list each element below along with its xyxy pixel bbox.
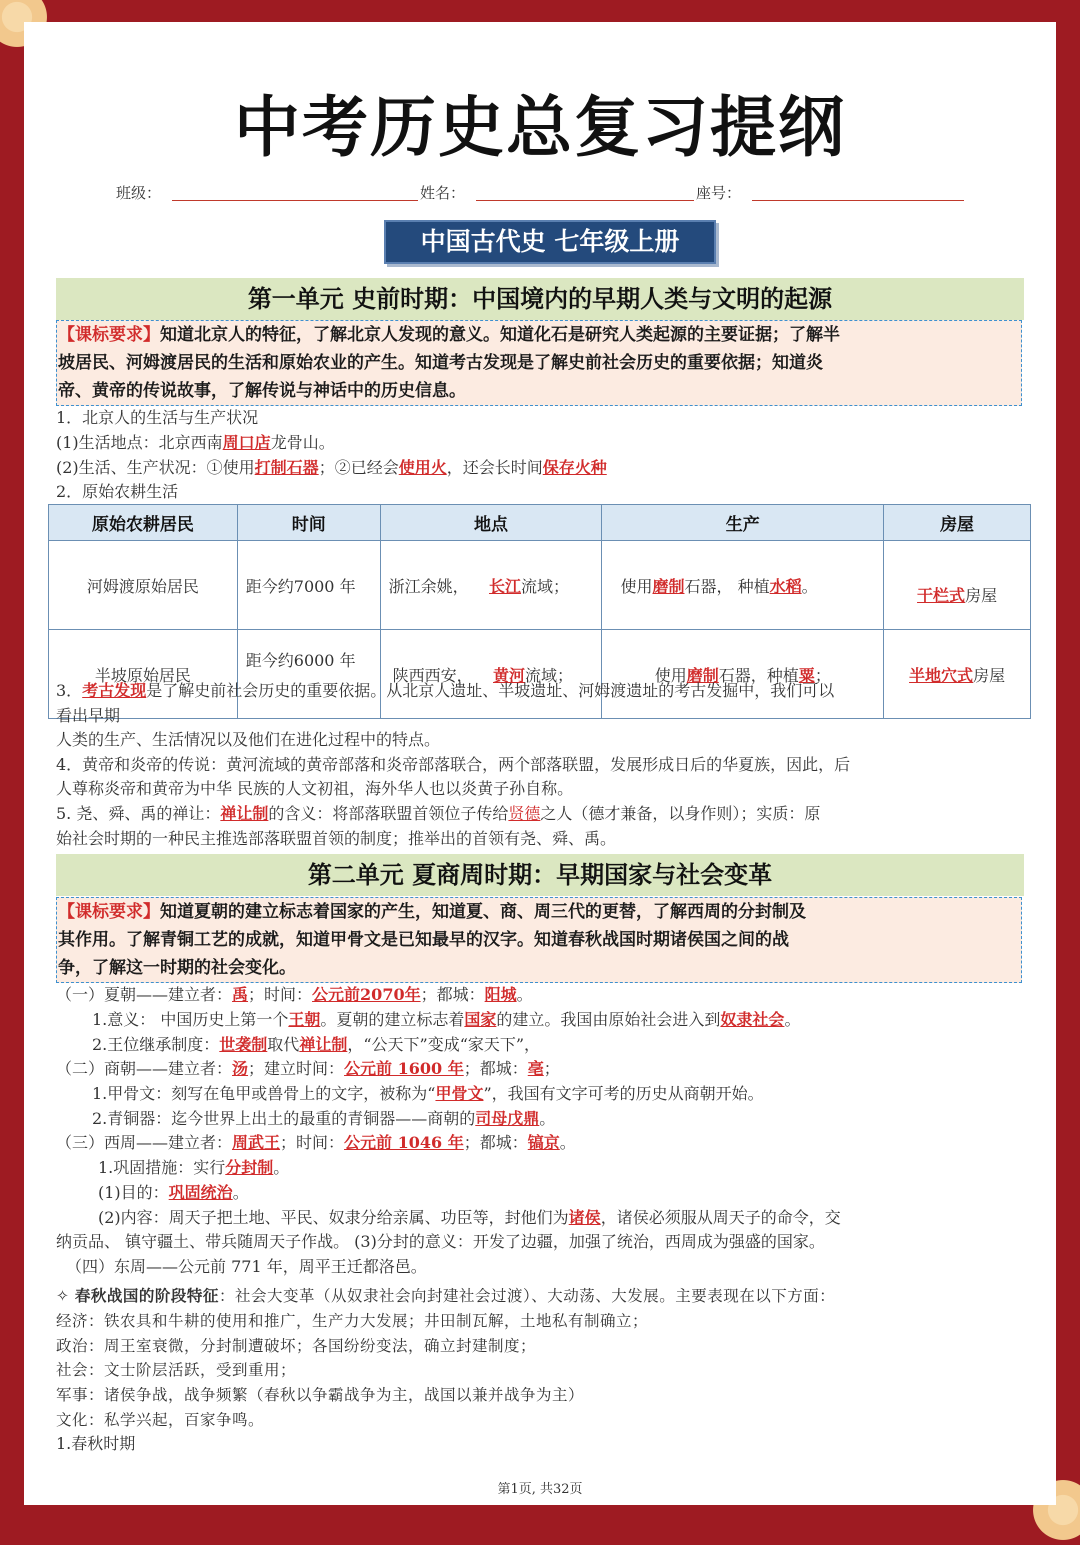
text-line: 1.甲骨文：刻写在龟甲或兽骨上的文字，被称为“甲骨文”，我国有文字可考的历史从商朝开始。	[92, 1084, 764, 1103]
table-header: 生产	[602, 505, 884, 541]
name-field[interactable]	[476, 200, 694, 201]
document-page	[24, 22, 1056, 1505]
table-cell: 距今约7000 年	[237, 541, 380, 630]
table-header-row	[49, 505, 1031, 541]
key-answer: 分封制	[225, 1158, 274, 1177]
unit-1-requirements	[56, 320, 1022, 406]
key-answer: 汤	[232, 1059, 249, 1078]
class-label: 班级：	[116, 184, 162, 202]
key-answer: 粟	[798, 665, 815, 685]
key-answer: 干栏式	[917, 585, 966, 605]
key-answer: 世袭制	[219, 1035, 268, 1054]
key-answer: 奴隶社会	[720, 1010, 785, 1029]
unit-2-title: 第二单元 夏商周时期：早期国家与社会变革	[56, 854, 1024, 896]
table-cell: 距今约6000 年	[237, 630, 380, 719]
requirement-tag: 【课标要求】	[58, 902, 160, 922]
key-answer: 贤德	[508, 804, 541, 823]
text-line: 军事：诸侯争战，战争频繁（春秋以争霸战争为主，战国以兼并战争为主）	[56, 1386, 585, 1404]
key-answer: 阳城	[484, 985, 517, 1004]
key-answer: 磨制	[652, 576, 685, 596]
text-line: (1)生活地点：北京西南周口店龙骨山。	[56, 433, 335, 452]
key-answer: 长江	[489, 576, 522, 596]
key-answer: 周口店	[222, 433, 271, 452]
key-answer: 诸侯	[568, 1208, 601, 1227]
text-line: 2．原始农耕生活	[56, 482, 179, 501]
text-line: 经济：铁农具和牛耕的使用和推广，生产力大发展；井田制瓦解，土地私有制确立；	[56, 1312, 649, 1330]
text-line: （三）西周——建立者：周武王；时间：公元前 1046 年；都城：镐京。	[56, 1133, 576, 1152]
requirement-line: 帝、黄帝的传说故事，了解传说与神话中的历史信息。	[58, 381, 466, 401]
text-line: ✧ 春秋战国的阶段特征：社会大变革（从奴隶社会向封建社会过渡）、大动荡、大发展。主要表现在以下方面：	[56, 1286, 836, 1305]
text-line: 人类的生产、生活情况以及他们在进化过程中的特点。	[56, 730, 441, 749]
text-line: （四）东周——公元前 771 年，周平王迁都洛邑。	[66, 1257, 427, 1276]
table-header: 房屋	[884, 505, 1031, 541]
text-line: 1.春秋时期	[56, 1434, 136, 1453]
key-answer: 黄河	[493, 665, 526, 685]
text-line: 人尊称炎帝和黄帝为中华 民族的人文初祖，海外华人也以炎黄子孙自称。	[56, 779, 574, 798]
diamond-icon: ✧	[56, 1287, 75, 1305]
page-title: 中考历史总复习提纲	[234, 89, 846, 166]
key-answer: 周武王	[232, 1133, 281, 1152]
requirement-line: 坡居民、河姆渡居民的生活和原始农业的产生。知道考古发现是了解史前社会历史的重要依据；知道炎	[58, 353, 823, 373]
key-answer: 司母戊鼎	[475, 1109, 540, 1128]
table-cell: 使用磨制石器，种植粟；	[602, 630, 884, 719]
text-line: 1.意义： 中国历史上第一个王朝。夏朝的建立标志着国家的建立。我国由原始社会进入到奴隶社会。	[92, 1010, 801, 1029]
requirement-line: 争，了解这一时期的社会变化。	[58, 958, 296, 978]
table-cell: 河姆渡原始居民	[49, 541, 238, 630]
key-answer: 打制石器	[254, 458, 319, 477]
key-answer: 镐京	[527, 1133, 560, 1152]
key-answer: 公元前2070年	[312, 985, 421, 1004]
table-header: 地点	[380, 505, 602, 541]
text-line: 5. 尧、舜、禹的禅让：禅让制的含义：将部落联盟首领位子传给贤德之人（德才兼备，以身作则）；实质：原	[56, 804, 821, 823]
key-answer: 巩固统治	[168, 1183, 233, 1202]
key-answer: 水稻	[769, 576, 802, 596]
text-line: (2)内容：周天子把土地、平民、奴隶分给亲属、功臣等，封他们为诸侯，诸侯必须服从周天子的命令，交	[98, 1208, 841, 1227]
key-answer: 禅让制	[299, 1035, 348, 1054]
requirement-line	[58, 898, 1020, 926]
text-line: 纳贡品、 镇守疆土、带兵随周天子作战。 (3)分封的意义：开发了边疆，加强了统治，西周成为强盛的国家。	[56, 1232, 825, 1251]
key-answer: 王朝	[288, 1010, 321, 1029]
text-line: 政治：周王室衰微，分封制遭破坏；各国纷纷变法，确立封建制度；	[56, 1337, 537, 1355]
key-answer: 亳	[527, 1059, 544, 1078]
text-line: (1)目的：巩固统治。	[98, 1183, 249, 1202]
seat-field[interactable]	[752, 200, 964, 201]
key-answer: 禹	[232, 985, 249, 1004]
requirement-line: 其作用。了解青铜工艺的成就，知道甲骨文是已知最早的汉字。知道春秋战国时期诸侯国之间的战	[58, 930, 789, 950]
seat-label: 座号：	[696, 184, 742, 202]
key-answer: 甲骨文	[435, 1084, 484, 1103]
table-row	[49, 541, 1031, 630]
section-banner: 中国古代史 七年级上册	[384, 220, 716, 264]
requirement-tag: 【课标要求】	[58, 325, 160, 345]
text-line: 1.巩固措施：实行分封制。	[98, 1158, 290, 1177]
page-footer: 第1页, 共32页	[497, 1482, 583, 1497]
text-line: (2)生活、生产状况：①使用打制石器；②已经会使用火，还会长时间保存火种	[56, 458, 607, 477]
text-line: 看出早期	[56, 706, 121, 725]
table-cell: 半坡原始居民	[49, 630, 238, 719]
key-answer: 公元前 1046 年	[344, 1133, 464, 1152]
table-cell: 陕西西安， 黄河流域；	[380, 630, 602, 719]
requirement-text: 知道北京人的特征，了解北京人发现的意义。知道化石是研究人类起源的主要证据；了解半	[160, 325, 840, 345]
requirement-line	[58, 321, 1020, 349]
key-answer: 保存火种	[542, 458, 607, 477]
unit-2-requirements	[56, 897, 1022, 983]
table-cell: 使用磨制石器， 种植水稻。	[602, 541, 884, 630]
key-answer: 使用火	[398, 458, 447, 477]
requirement-text: 知道夏朝的建立标志着国家的产生，知道夏、商、周三代的更替，了解西周的分封制及	[160, 902, 806, 922]
bold-term: 春秋战国的阶段特征	[74, 1286, 219, 1305]
key-answer: 禅让制	[220, 804, 269, 823]
table-cell: 半地穴式房屋	[884, 630, 1031, 719]
table-cell: 浙江余姚， 长江流域；	[380, 541, 602, 630]
key-answer: 考古发现	[82, 681, 147, 700]
table-header: 原始农耕居民	[49, 505, 238, 541]
text-line: 2.王位继承制度：世袭制取代禅让制，“公天下”变成“家天下”，	[92, 1035, 541, 1054]
text-line: （二）商朝——建立者：汤；建立时间：公元前 1600 年；都城：亳；	[56, 1059, 560, 1078]
name-label: 姓名：	[420, 184, 466, 202]
text-line: （一）夏朝——建立者：禹；时间：公元前2070年；都城：阳城。	[56, 985, 533, 1004]
text-line: 始社会时期的一种民主推选部落联盟首领的制度；推举出的首领有尧、舜、禹。	[56, 829, 617, 848]
key-answer: 国家	[464, 1010, 497, 1029]
text-line: 社会：文士阶层活跃，受到重用；	[56, 1361, 297, 1379]
text-line: 3．考古发现是了解史前社会历史的重要依据。从北京人遗址、半坡遗址、河姆渡遗址的考古发掘中，我们可以	[56, 681, 835, 700]
text-line: 文化：私学兴起，百家争鸣。	[56, 1411, 265, 1429]
table-header: 时间	[237, 505, 380, 541]
text-line: 4．黄帝和炎帝的传说：黄河流域的黄帝部落和炎帝部落联合，两个部落联盟，发展形成日后的华夏族，因此，后	[56, 755, 851, 774]
text-line: 2.青铜器：迄今世界上出土的最重的青铜器——商朝的司母戊鼎。	[92, 1109, 556, 1128]
key-answer: 半地穴式	[909, 665, 974, 685]
unit-1-title: 第一单元 史前时期：中国境内的早期人类与文明的起源	[56, 278, 1024, 320]
table-cell: 干栏式房屋	[884, 541, 1031, 630]
key-answer: 公元前 1600 年	[344, 1059, 464, 1078]
class-field[interactable]	[172, 200, 418, 201]
key-answer: 磨制	[686, 665, 719, 685]
text-line: 1．北京人的生活与生产状况	[56, 408, 259, 427]
